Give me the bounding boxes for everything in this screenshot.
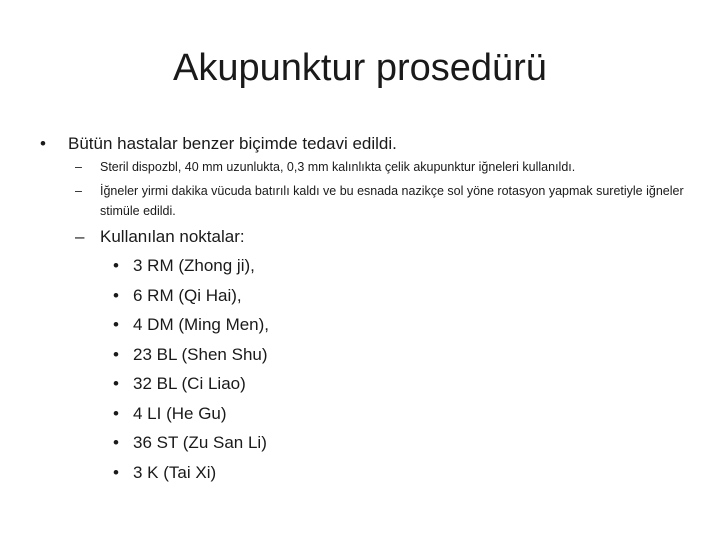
bullet-marker: • — [113, 256, 119, 275]
point-label: 23 BL (Shen Shu) — [133, 344, 268, 364]
sub-bullet-needles — [75, 157, 695, 177]
list-item — [113, 428, 513, 458]
list-item — [113, 310, 513, 340]
point-label: 4 LI (He Gu) — [133, 403, 227, 423]
bullet-marker: • — [40, 134, 46, 153]
list-item — [113, 340, 513, 370]
main-bullet-text: Bütün hastalar benzer biçimde tedavi edildi. — [68, 134, 397, 153]
bullet-marker: • — [113, 462, 119, 482]
point-label: 4 DM (Ming Men), — [133, 315, 270, 334]
point-label: 32 BL (Ci Liao) — [133, 374, 246, 393]
list-item — [113, 458, 513, 488]
list-item — [113, 251, 513, 281]
points-heading: Kullanılan noktalar: — [100, 227, 245, 246]
point-label: 6 RM (Qi Hai), — [133, 285, 242, 305]
dash-marker: – — [75, 184, 82, 198]
bullet-marker: • — [113, 344, 119, 364]
dash-marker: – — [75, 160, 82, 174]
bullet-marker: • — [113, 433, 119, 452]
point-label: 36 ST (Zu San Li) — [133, 433, 267, 452]
acupuncture-points-list — [113, 251, 513, 487]
list-item — [113, 281, 513, 311]
sub-bullet-points-heading — [75, 224, 695, 250]
bullet-marker: • — [113, 374, 119, 393]
point-label: 3 K (Tai Xi) — [133, 462, 217, 482]
sub-bullet-text: Steril dispozbl, 40 mm uzunlukta, 0,3 mm kalınlıkta çelik akupunktur iğneleri kullanıldı. — [100, 160, 576, 174]
bullet-marker: • — [113, 403, 119, 423]
point-label: 3 RM (Zhong ji), — [133, 256, 255, 275]
sub-bullet-stimulation — [75, 181, 695, 221]
bullet-marker: • — [113, 285, 119, 305]
main-bullet — [40, 133, 680, 155]
sub-bullet-text: İğneler yirmi dakika vücuda batırılı kaldı ve bu esnada nazikçe sol yöne rotasyon yapmak suretiyle iğneler stimüle edildi. — [100, 184, 684, 218]
list-item — [113, 369, 513, 399]
list-item — [113, 399, 513, 429]
bullet-marker: • — [113, 315, 119, 334]
slide-title: Akupunktur prosedürü — [173, 47, 547, 89]
dash-marker: – — [75, 227, 85, 246]
